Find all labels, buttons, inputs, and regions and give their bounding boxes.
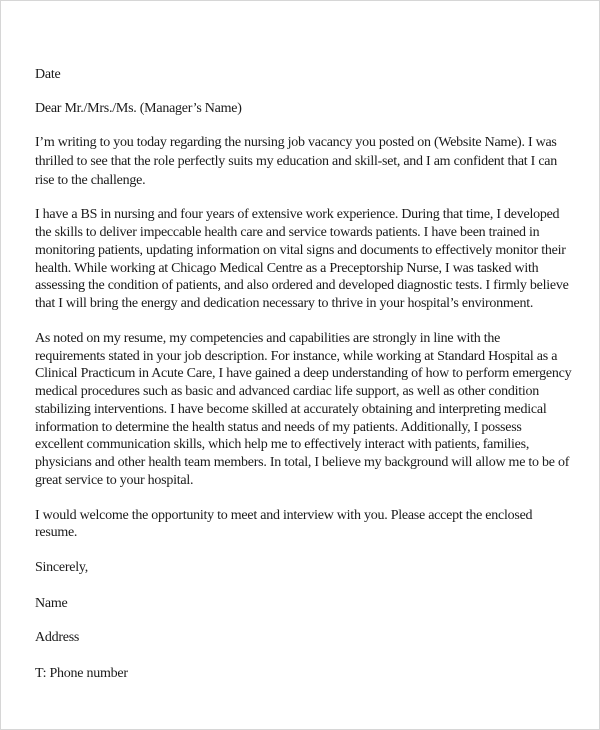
text-line: physicians and other health team members. In total, I believe my background will allow me to be of <box>35 455 570 470</box>
text-line: monitoring patients, updating information on vital signs and documents to effectively monitor their <box>35 243 566 258</box>
signer-phone: T: Phone number <box>35 666 128 681</box>
text-line: health. While working at Chicago Medical Centre as a Preceptorship Nurse, I was tasked with <box>35 261 539 276</box>
text-line: requirements stated in your job description. For instance, while working at Standard Hospital as a <box>35 349 558 364</box>
signer-address: Address <box>35 630 80 645</box>
text-line: Clinical Practicum in Acute Care, I have gained a deep understanding of how to perform emergency <box>35 366 572 381</box>
date-line: Date <box>35 67 61 82</box>
text-line: excellent communication skills, which help me to effectively interact with patients, families, <box>35 437 530 452</box>
text-line: great service to your hospital. <box>35 473 194 488</box>
text-line: resume. <box>35 525 78 540</box>
text-line: stabilizing interventions. I have become skilled at accurately obtaining and interpreting medical <box>35 402 547 417</box>
text-line: the skills to deliver impeccable health care and service towards patients. I have been trained in <box>35 225 540 240</box>
text-line: thrilled to see that the role perfectly suits my education and skill-set, and I am confident that I can <box>35 154 558 169</box>
text-line: rise to the challenge. <box>35 173 146 188</box>
text-line: information to determine the health status and needs of my patients. Additionally, I possess <box>35 420 522 435</box>
text-line: that I will bring the energy and dedication necessary to thrive in your hospital’s environment. <box>35 296 534 311</box>
text-line: I’m writing to you today regarding the nursing job vacancy you posted on (Website Name). I was <box>35 135 557 150</box>
text-line: medical procedures such as basic and advanced cardiac life support, as well as other condition <box>35 384 540 399</box>
salutation: Dear Mr./Mrs./Ms. (Manager’s Name) <box>35 101 242 116</box>
closing: Sincerely, <box>35 560 88 575</box>
text-line: assessing the condition of patients, and also ordered and developed diagnostic tests. I firmly believe <box>35 278 569 293</box>
signer-name: Name <box>35 596 68 611</box>
text-line: I have a BS in nursing and four years of extensive work experience. During that time, I developed <box>35 207 560 222</box>
text-line: I would welcome the opportunity to meet and interview with you. Please accept the enclosed <box>35 508 533 523</box>
text-line: As noted on my resume, my competencies and capabilities are strongly in line with the <box>35 331 501 346</box>
